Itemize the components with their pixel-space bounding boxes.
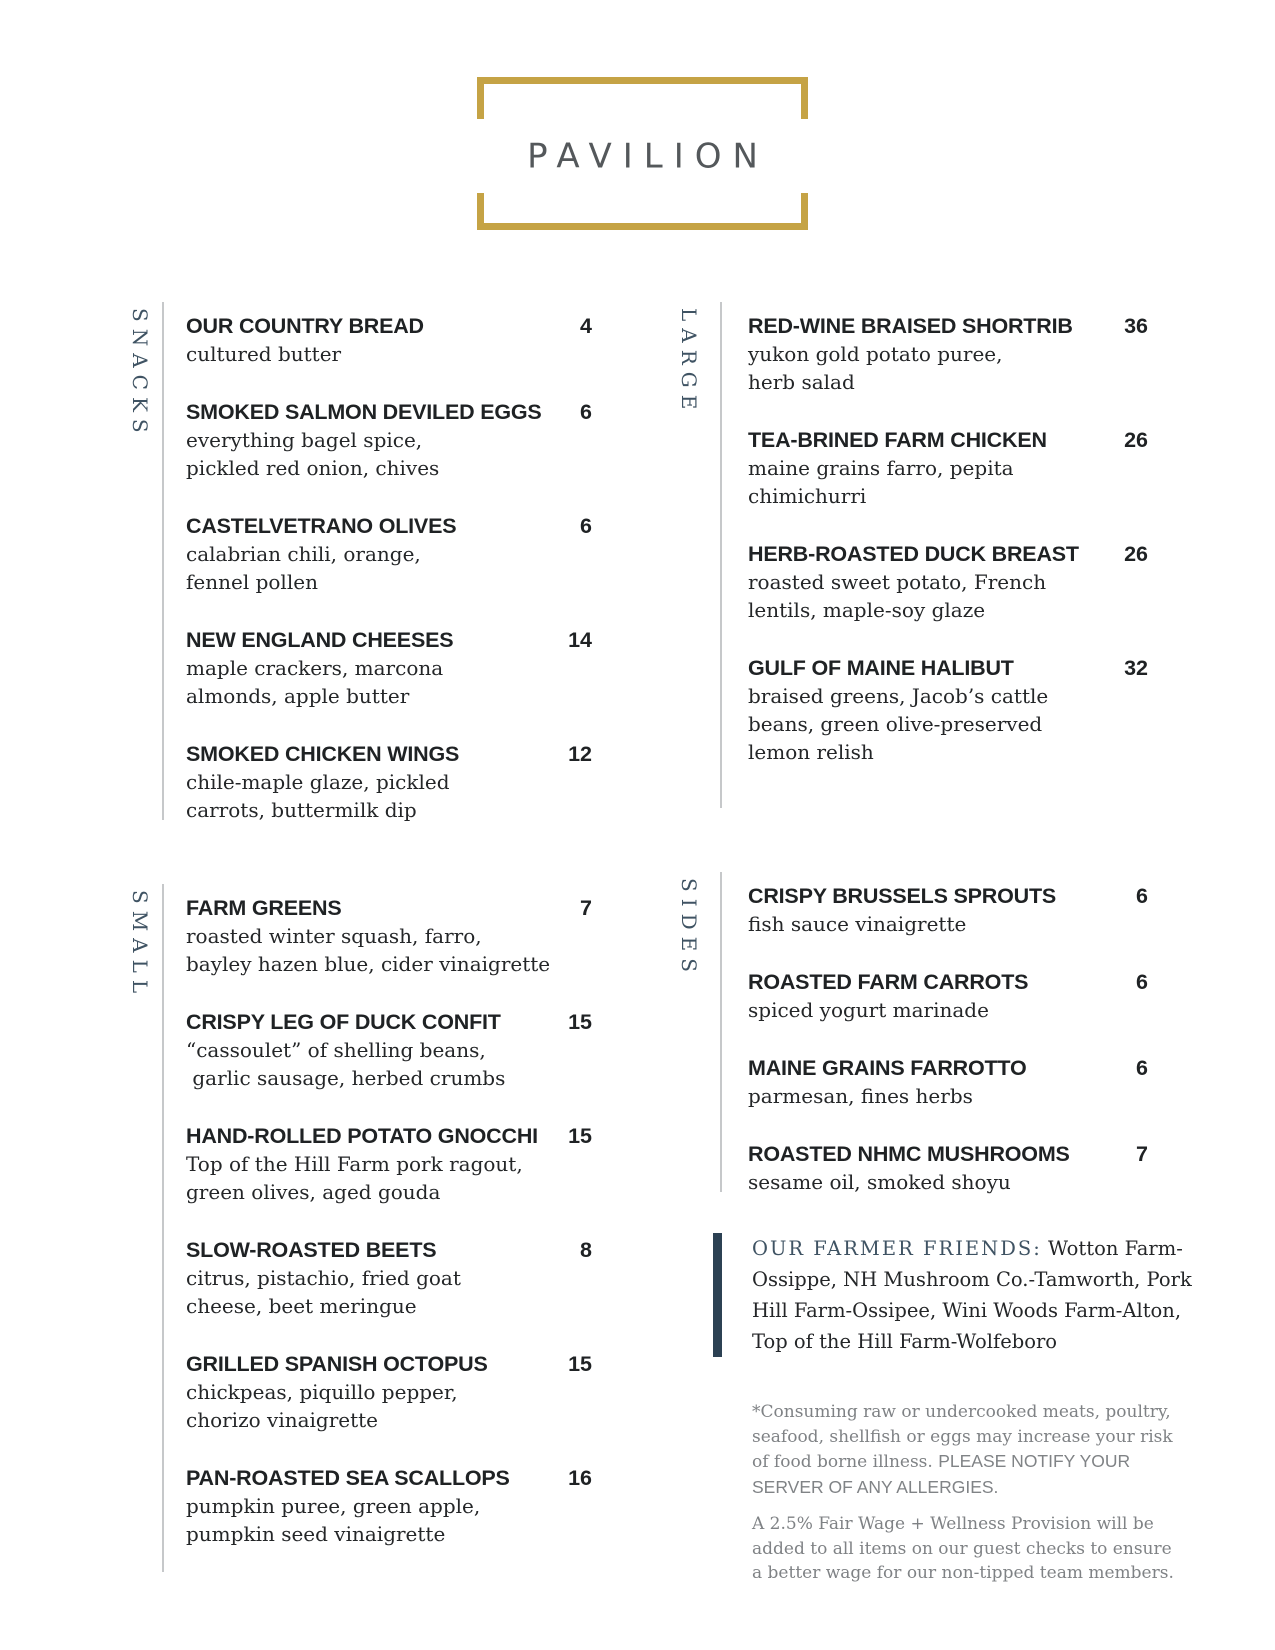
section-rule (110, 884, 164, 1572)
text-segment: PLEASE NOTIFY YOUR (938, 1451, 1131, 1471)
item-header-row (186, 1350, 592, 1378)
description-line: pumpkin seed vinaigrette (186, 1522, 446, 1546)
description-line: fennel pollen (186, 570, 318, 594)
description-line: garlic sausage, herbed crumbs (186, 1066, 506, 1090)
item-description (186, 540, 592, 596)
item-header-row (748, 540, 1148, 568)
description-line: yukon gold potato puree, (748, 342, 1003, 366)
item-description (748, 1082, 1148, 1110)
item-price: 8 (580, 1238, 592, 1262)
item-description (186, 340, 592, 368)
item-price: 26 (1124, 428, 1148, 452)
item-name: SMOKED SALMON DEVILED EGGS (186, 400, 542, 424)
section-items (186, 884, 592, 1548)
item-header-row (748, 1054, 1148, 1082)
section-small (110, 884, 594, 1572)
text-line (752, 1512, 1157, 1537)
text-segment: seafood, shellfish or eggs may increase your risk (752, 1426, 1173, 1447)
item-name: GULF OF MAINE HALIBUT (748, 656, 1014, 680)
item-name: HERB-ROASTED DUCK BREAST (748, 542, 1079, 566)
item-price: 7 (1136, 1142, 1148, 1166)
logo-frame-top-bar (477, 77, 808, 84)
section-items (186, 302, 592, 824)
menu-item (186, 1122, 592, 1206)
item-header-row (186, 894, 592, 922)
menu-item (748, 654, 1148, 766)
menu-item (748, 426, 1148, 510)
description-line: carrots, buttermilk dip (186, 798, 417, 822)
description-line: green olives, aged gouda (186, 1180, 441, 1204)
item-description (186, 1378, 592, 1434)
section-items (748, 872, 1148, 1196)
section-label: SNACKS (128, 308, 152, 440)
item-header-row (748, 312, 1148, 340)
farmer-friends-text (752, 1233, 1192, 1357)
allergy-disclaimer (752, 1400, 1173, 1500)
item-description (186, 922, 592, 978)
item-name: FARM GREENS (186, 896, 342, 920)
item-name: RED-WINE BRAISED SHORTRIB (748, 314, 1073, 338)
item-name: SLOW-ROASTED BEETS (186, 1238, 437, 1262)
farmer-friends-heading: OUR FARMER FRIENDS: (752, 1237, 1042, 1260)
text-line (752, 1449, 1157, 1475)
item-description (186, 1150, 592, 1206)
description-line: lentils, maple-soy glaze (748, 598, 986, 622)
item-description (748, 996, 1148, 1024)
description-line: spiced yogurt marinade (748, 998, 989, 1022)
item-name: OUR COUNTRY BREAD (186, 314, 424, 338)
section-rule (110, 302, 164, 820)
item-price: 15 (568, 1010, 592, 1034)
text-line (752, 1326, 1192, 1357)
item-header-row (748, 654, 1148, 682)
text-segment: SERVER OF ANY ALLERGIES. (752, 1476, 999, 1497)
item-header-row (748, 968, 1148, 996)
section-rule (645, 302, 722, 808)
description-line: parmesan, fines herbs (748, 1084, 973, 1108)
menu-item (748, 1140, 1148, 1196)
section-rule (645, 872, 722, 1192)
item-header-row (748, 426, 1148, 454)
item-header-row (186, 740, 592, 768)
text-line (752, 1425, 1173, 1450)
description-line: pickled red onion, chives (186, 456, 440, 480)
item-header-row (748, 882, 1148, 910)
logo-frame-right-top-stub (801, 77, 808, 119)
description-line: roasted winter squash, farro, (186, 924, 482, 948)
fair-wage-note (752, 1512, 1174, 1586)
item-header-row (186, 512, 592, 540)
text-line (752, 1561, 1174, 1586)
description-line: everything bagel spice, (186, 428, 423, 452)
item-price: 6 (580, 514, 592, 538)
item-header-row (186, 398, 592, 426)
description-line: maine grains farro, pepita (748, 456, 1014, 480)
item-name: PAN-ROASTED SEA SCALLOPS (186, 1466, 510, 1490)
menu-item (186, 740, 592, 824)
item-price: 7 (580, 896, 592, 920)
description-line: braised greens, Jacob’s cattle (748, 684, 1049, 708)
section-label: SIDES (677, 878, 701, 979)
item-price: 14 (568, 628, 592, 652)
item-name: CRISPY BRUSSELS SPROUTS (748, 884, 1057, 908)
description-line: chimichurri (748, 484, 867, 508)
item-header-row (186, 1008, 592, 1036)
item-name: GRILLED SPANISH OCTOPUS (186, 1352, 488, 1376)
description-line: pumpkin puree, green apple, (186, 1494, 481, 1518)
text-line (752, 1537, 1172, 1562)
text-line (752, 1233, 1192, 1264)
menu-item (186, 894, 592, 978)
text-segment: added to all items on our guest checks to ensure (752, 1538, 1172, 1559)
farmer-friends-note (713, 1233, 1192, 1357)
text-line (752, 1295, 1192, 1326)
description-line: beans, green olive-preserved (748, 712, 1043, 736)
item-name: SMOKED CHICKEN WINGS (186, 742, 460, 766)
menu-item (748, 968, 1148, 1024)
description-line: herb salad (748, 370, 855, 394)
restaurant-logo (477, 77, 808, 230)
item-header-row (186, 1122, 592, 1150)
description-line: bayley hazen blue, cider vinaigrette (186, 952, 551, 976)
description-line: almonds, apple butter (186, 684, 410, 708)
item-price: 32 (1124, 656, 1148, 680)
item-name: ROASTED FARM CARROTS (748, 970, 1029, 994)
item-price: 16 (568, 1466, 592, 1490)
item-description (186, 654, 592, 710)
item-price: 12 (568, 742, 592, 766)
menu-item (186, 1236, 592, 1320)
item-name: ROASTED NHMC MUSHROOMS (748, 1142, 1070, 1166)
text-segment: Wotton Farm- (1041, 1237, 1183, 1260)
item-name: TEA-BRINED FARM CHICKEN (748, 428, 1047, 452)
logo-frame-left-top-stub (477, 77, 484, 119)
description-line: maple crackers, marcona (186, 656, 444, 680)
description-line: Top of the Hill Farm pork ragout, (186, 1152, 523, 1176)
section-label: SMALL (128, 890, 152, 1001)
text-line (752, 1475, 1157, 1501)
description-line: chile-maple glaze, pickled (186, 770, 450, 794)
text-line (752, 1400, 1171, 1425)
menu-item (186, 1008, 592, 1092)
text-segment: of food borne illness. (752, 1452, 939, 1472)
item-header-row (186, 312, 592, 340)
menu-item (748, 312, 1148, 396)
farmer-friends-accent-bar (713, 1233, 722, 1357)
item-price: 15 (568, 1124, 592, 1148)
section-sides (645, 872, 1150, 1192)
item-price: 4 (580, 314, 592, 338)
description-line: chorizo vinaigrette (186, 1408, 379, 1432)
description-line: calabrian chili, orange, (186, 542, 421, 566)
menu-item (186, 398, 592, 482)
item-price: 26 (1124, 542, 1148, 566)
logo-frame-left-bottom-stub (477, 193, 484, 230)
item-description (748, 340, 1148, 396)
item-description (748, 910, 1148, 938)
text-line (752, 1264, 1192, 1295)
text-segment: A 2.5% Fair Wage + Wellness Provision will be (752, 1514, 1154, 1534)
description-line: roasted sweet potato, French (748, 570, 1047, 594)
text-segment: Ossippe, NH Mushroom Co.-Tamworth, Pork (752, 1268, 1192, 1291)
item-name: MAINE GRAINS FARROTTO (748, 1056, 1027, 1080)
item-price: 15 (568, 1352, 592, 1376)
item-description (748, 454, 1148, 510)
item-header-row (186, 1236, 592, 1264)
description-line: sesame oil, smoked shoyu (748, 1170, 1011, 1194)
item-description (748, 1168, 1148, 1196)
section-items (748, 302, 1148, 766)
menu-item (186, 512, 592, 596)
menu-item (748, 1054, 1148, 1110)
item-description (186, 1036, 592, 1092)
text-segment: *Consuming raw or undercooked meats, poultry, (752, 1402, 1171, 1422)
menu-item (186, 1464, 592, 1548)
menu-item (186, 1350, 592, 1434)
description-line: cultured butter (186, 342, 342, 366)
restaurant-name: PAVILION (527, 135, 769, 176)
item-header-row (186, 1464, 592, 1492)
item-name: CASTELVETRANO OLIVES (186, 514, 457, 538)
description-line: “cassoulet” of shelling beans, (186, 1038, 486, 1062)
item-name: CRISPY LEG OF DUCK CONFIT (186, 1010, 501, 1034)
description-line: fish sauce vinaigrette (748, 912, 967, 936)
description-line: chickpeas, piquillo pepper, (186, 1380, 458, 1404)
section-label: LARGE (677, 308, 701, 417)
item-price: 6 (1136, 884, 1148, 908)
item-price: 6 (1136, 1056, 1148, 1080)
description-line: cheese, beet meringue (186, 1294, 417, 1318)
item-header-row (186, 626, 592, 654)
item-price: 6 (580, 400, 592, 424)
text-segment: Top of the Hill Farm-Wolfeboro (752, 1330, 1058, 1353)
item-price: 36 (1124, 314, 1148, 338)
description-line: citrus, pistachio, fried goat (186, 1266, 461, 1290)
item-description (186, 768, 592, 824)
item-description (748, 682, 1148, 766)
text-segment: Hill Farm-Ossipee, Wini Woods Farm-Alton, (752, 1299, 1182, 1322)
section-large (645, 302, 1150, 808)
menu-item (186, 626, 592, 710)
menu-item (186, 312, 592, 368)
logo-frame-bottom-bar (477, 223, 808, 230)
menu-item (748, 540, 1148, 624)
section-snacks (110, 302, 594, 820)
description-line: lemon relish (748, 740, 874, 764)
item-header-row (748, 1140, 1148, 1168)
item-description (186, 1492, 592, 1548)
item-name: HAND-ROLLED POTATO GNOCCHI (186, 1124, 538, 1148)
item-name: NEW ENGLAND CHEESES (186, 628, 454, 652)
item-description (186, 1264, 592, 1320)
logo-frame-right-bottom-stub (801, 193, 808, 230)
menu-item (748, 882, 1148, 938)
item-price: 6 (1136, 970, 1148, 994)
item-description (748, 568, 1148, 624)
text-segment: a better wage for our non-tipped team members. (752, 1563, 1174, 1583)
item-description (186, 426, 592, 482)
